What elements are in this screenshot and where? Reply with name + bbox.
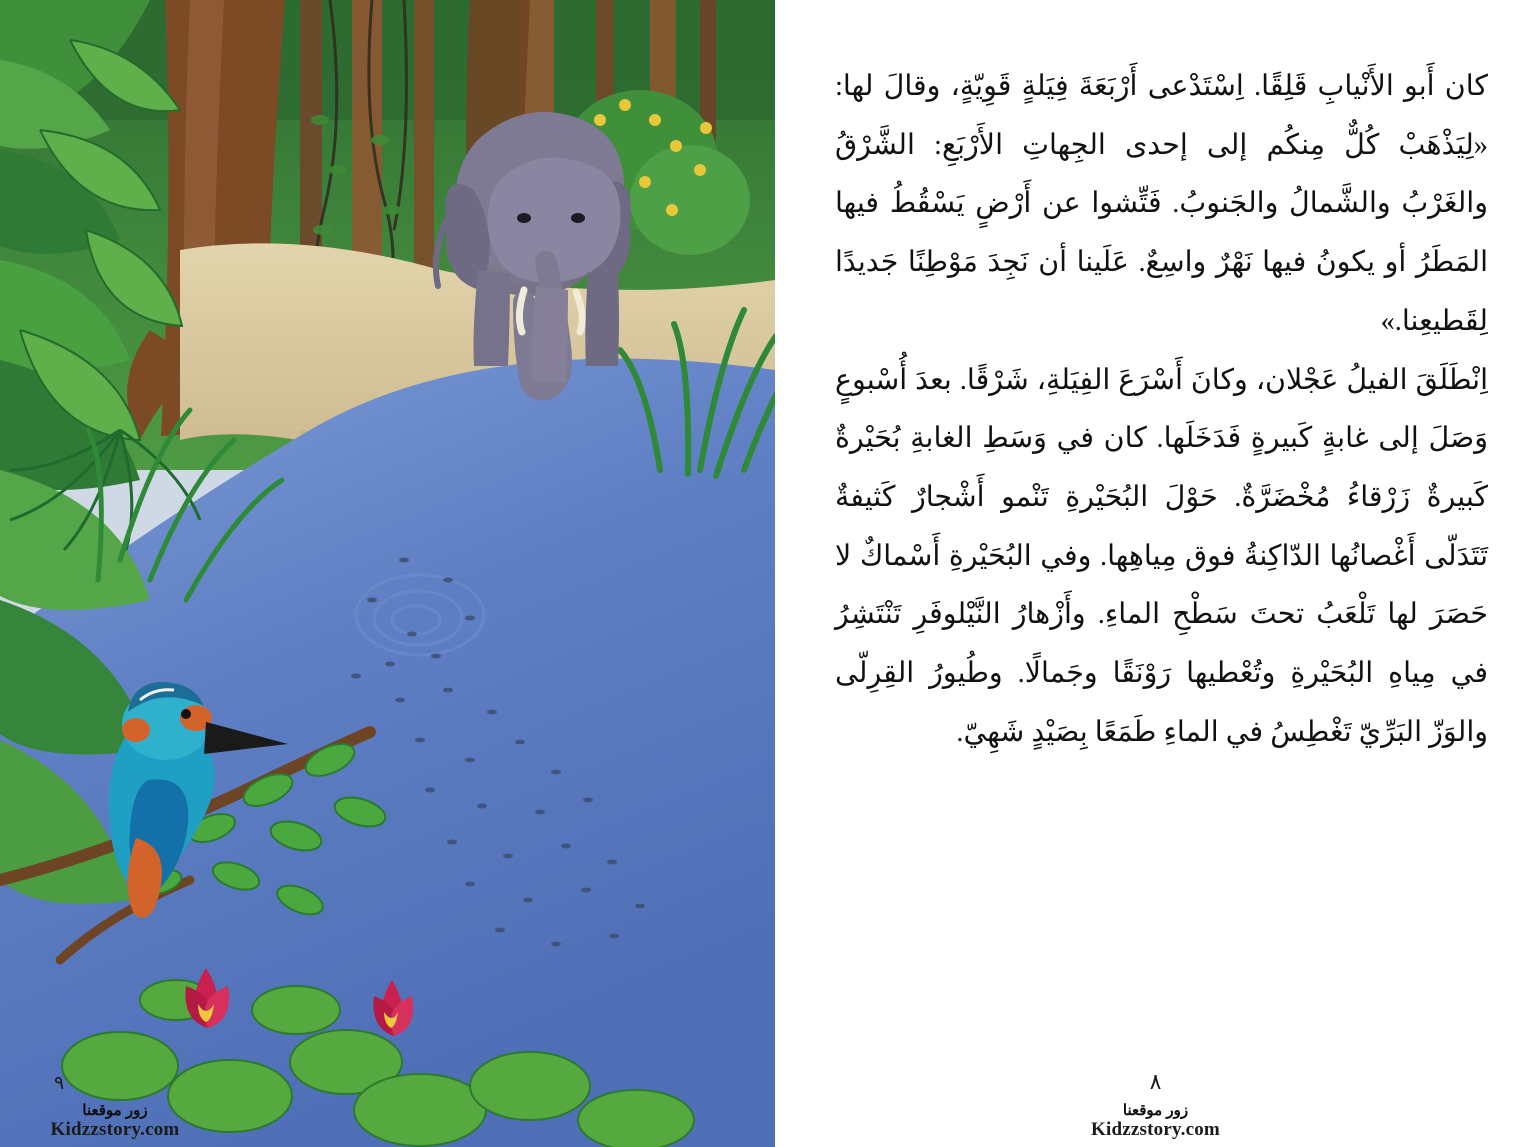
story-paragraph-1: كان أَبو الأَنْيابِ قَلِقًا. اِسْتَدْعى أَرْبَعَةَ فِيَلةٍ قَوِيّةٍ، وقالَ لها: «لِيَذْهَبْ كُلٌّ مِنكُم إلى إحدى الجِهاتِ الأَرْبَعِ: الشَّرْقُ والغَرْبُ والشَّمالُ والجَنوبُ. فَتِّشوا عن أَرْضٍ يَسْقُطُ فيها المَطَرُ أو يكونُ فيها نَهْرٌ واسِعٌ. عَلَينا أن نَجِدَ مَوْطِنًا جَديدًا لِقَطيعِنا.» xyxy=(835,71,1488,337)
watermark-left xyxy=(0,1102,230,1141)
right-page-number: ٨ xyxy=(1149,1069,1162,1094)
watermark-site-name-2: Kidzzstory.com xyxy=(1091,1119,1220,1141)
story-paragraph-2: اِنْطَلَقَ الفيلُ عَجْلان، وكانَ أَسْرَعَ الفِيَلةِ، شَرْقًا. بعدَ أُسْبوعٍ وَصَلَ إلى غابةٍ كَبيرةٍ فَدَخَلَها. كان في وَسَطِ الغابةِ بُحَيْرةٌ كَبيرةٌ زَرْقاءُ مُخْضَرَّةٌ. حَوْلَ البُحَيْرةِ تَنْمو أَشْجارٌ كَثيفةٌ تَتَدَلّى أَغْصانُها الدّاكِنةُ فوق مِياهِها. وفي البُحَيْرةِ أَسْماكٌ لا حَصَرَ لها تَلْعَبُ تحتَ سَطْحِ الماءِ. وأَزْهارُ النَّيْلوفَرِ تَنْتَشِرُ في مِياهِ البُحَيْرةِ وتُعْطيها رَوْنَقًا وجَمالًا. وطُيورُ القِرِلّى والوَزّ البَرِّيّ تَغْطِسُ في الماءِ طَمَعًا بِصَيْدٍ شَهِيّ. xyxy=(835,364,1488,748)
watermark-site-name: Kidzzstory.com xyxy=(50,1119,180,1141)
text-page xyxy=(775,0,1536,1147)
left-page-number: ٩ xyxy=(54,1073,65,1094)
watermark-arabic-text-2: زور موقعنا xyxy=(1122,1101,1189,1119)
story-body xyxy=(835,58,1488,762)
watermark-arabic-text: زور موقعنا xyxy=(82,1101,148,1119)
watermark-right xyxy=(1006,1102,1306,1141)
